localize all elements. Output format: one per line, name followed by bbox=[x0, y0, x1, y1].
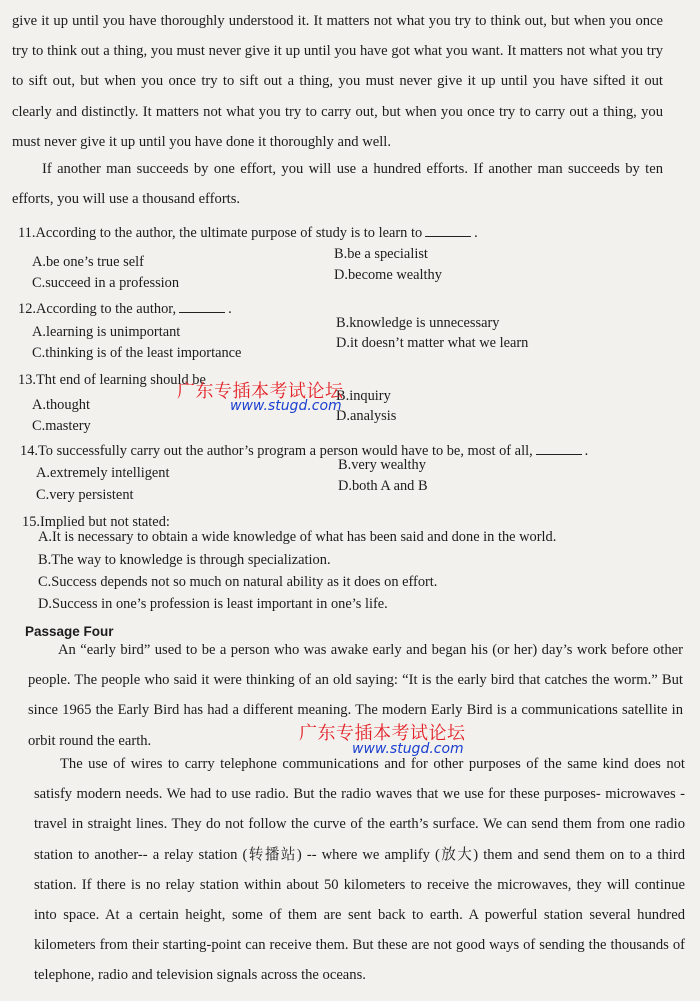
watermark-url: www.stugd.com bbox=[230, 398, 342, 414]
option-11-b: B.be a specialist bbox=[334, 246, 428, 262]
option-13-a: A.thought bbox=[32, 397, 90, 413]
passage-four-heading: Passage Four bbox=[25, 624, 114, 639]
question-end: . bbox=[474, 225, 478, 241]
option-13-c: C.mastery bbox=[32, 418, 91, 434]
question-11-stem bbox=[18, 223, 478, 243]
option-12-c: C.thinking is of the least importance bbox=[32, 345, 242, 361]
option-14-b: B.very wealthy bbox=[338, 457, 426, 473]
option-12-d: D.it doesn’t matter what we learn bbox=[336, 335, 529, 351]
question-15-stem: 15.Implied but not stated: bbox=[22, 514, 170, 530]
question-14-text: 14.To successfully carry out the author’s program a person would have to be, most of all, bbox=[20, 443, 533, 459]
question-13-stem: 13.Tht end of learning should be bbox=[18, 372, 206, 388]
question-end: . bbox=[228, 301, 232, 317]
option-15-d: D.Success in one’s profession is least important in one’s life. bbox=[38, 596, 388, 612]
question-12-stem bbox=[18, 299, 232, 319]
option-11-d: D.become wealthy bbox=[334, 267, 442, 283]
option-11-c: C.succeed in a profession bbox=[32, 275, 180, 291]
option-13-b: B.inquiry bbox=[336, 388, 391, 404]
option-14-a: A.extremely intelligent bbox=[36, 465, 170, 481]
option-12-b: B.knowledge is unnecessary bbox=[336, 315, 500, 331]
option-15-b: B.The way to knowledge is through specialization. bbox=[38, 552, 331, 568]
option-12-a: A.learning is unimportant bbox=[32, 324, 181, 340]
question-11-text: 11.According to the author, the ultimate purpose of study is to learn to bbox=[18, 225, 423, 241]
question-14-stem bbox=[20, 441, 588, 461]
option-11-a: A.be one’s true self bbox=[32, 254, 144, 270]
watermark-url: www.stugd.com bbox=[352, 741, 464, 757]
watermark-text: 广东专插本考试论坛 bbox=[177, 381, 344, 402]
passage4-paragraph-2: The use of wires to carry telephone communications and for other purposes of the same kind does not satisfy modern needs. We had to use radio. But the radio waves that we use for these purposes- microwaves - travel in straight lines. They do not follow the curve of the earth’s surface. We can send them from one radio station to another-- a relay station (转播站) -- where we amplify (放大) them and send them on to a third station. If there is no relay station within about 50 kilometers to receive the microwaves, they will continue into space. At a certain height, some of them are sent back to earth. A powerful station several hundred kilometers from their starting-point can receive them. But these are not good ways of sending the thousands of telephone, radio and television signals across the oceans. bbox=[34, 756, 685, 984]
passage3-paragraph-2: If another man succeeds by one effort, you will use a hundred efforts. If another man succeeds by ten efforts, you will use a thousand efforts. bbox=[12, 161, 663, 208]
option-14-d: D.both A and B bbox=[338, 478, 428, 494]
option-14-c: C.very persistent bbox=[36, 487, 134, 503]
answer-blank bbox=[425, 226, 471, 237]
option-15-c: C.Success depends not so much on natural ability as it does on effort. bbox=[38, 574, 438, 590]
answer-blank bbox=[536, 444, 582, 455]
question-end: . bbox=[584, 443, 589, 459]
passage3-paragraph-1: give it up until you have thoroughly understood it. It matters not what you try to think out, but when you once try to think out a thing, you must never give it up until you have got what you want. It matters not what you try to sift out, but when you once try to sift out a thing, you must never give it up until you have sifted it out clearly and distinctly. It matters not what you try to carry out, but when you once try to carry out a thing, you must never give it up until you have done it thoroughly and well. bbox=[12, 13, 663, 150]
option-13-d: D.analysis bbox=[336, 408, 397, 424]
question-12-text: 12.According to the author, bbox=[18, 301, 177, 317]
answer-blank bbox=[179, 302, 225, 313]
option-15-a: A.It is necessary to obtain a wide knowledge of what has been said and done in the world. bbox=[38, 529, 557, 545]
passage4-paragraph-1: An “early bird” used to be a person who was awake early and began his (or her) day’s work before other people. The people who said it were thinking of an old saying: “It is the early bird that catches the worm.” But since 1965 the Early Bird has had a different meaning. The modern Early Bird is a communications satellite in orbit round the earth. bbox=[28, 642, 683, 749]
watermark-text: 广东专插本考试论坛 bbox=[299, 723, 466, 744]
